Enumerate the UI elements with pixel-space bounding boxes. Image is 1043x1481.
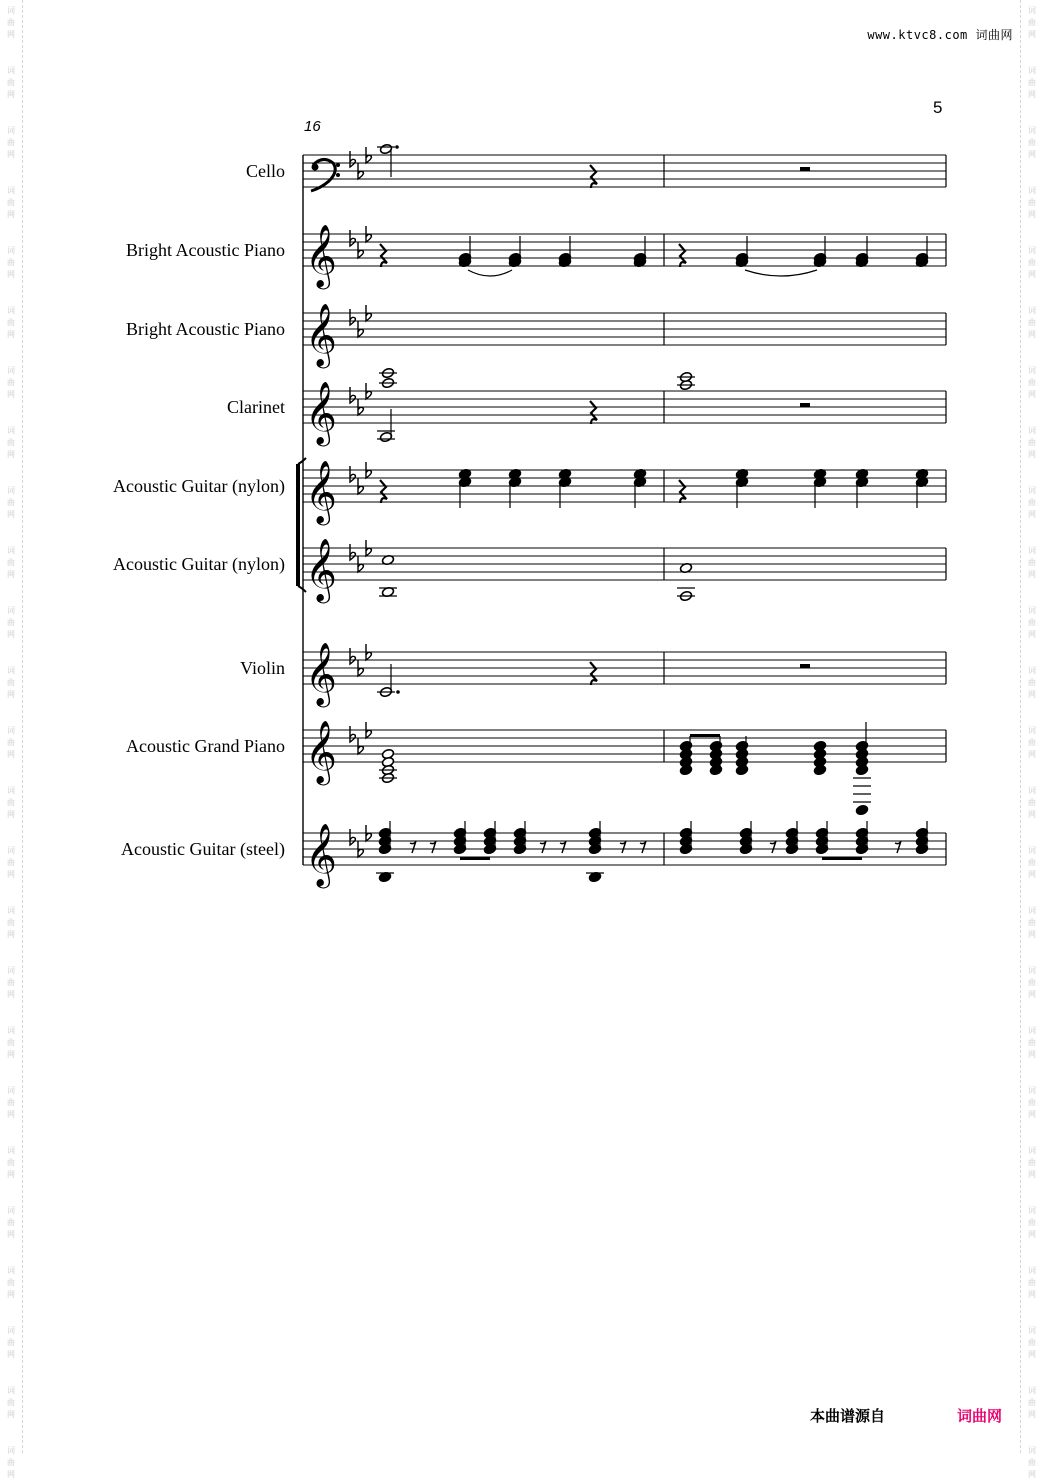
instrument-label-nylon-guitar-1: Acoustic Guitar (nylon): [113, 476, 285, 496]
watermark-glyphs: 词 曲 网: [7, 1026, 15, 1059]
quarter-rest: [679, 244, 686, 267]
watermark-glyphs: 词 曲 网: [1028, 906, 1036, 939]
instrument-label-bright-piano-1: Bright Acoustic Piano: [126, 240, 285, 260]
watermark-glyphs: 词 曲 网: [7, 1386, 15, 1419]
treble-clef: 𝄞: [305, 460, 337, 523]
dot: [396, 690, 400, 694]
treble-clef: 𝄞: [305, 224, 337, 287]
watermark-glyphs: 词 曲 网: [7, 606, 15, 639]
watermark-glyphs: 词 曲 网: [1028, 186, 1036, 219]
whole-rest: [800, 167, 810, 171]
treble-clef: 𝄞: [305, 720, 337, 783]
instrument-label-steel-guitar: Acoustic Guitar (steel): [121, 839, 285, 859]
instrument-label-nylon-guitar-2: Acoustic Guitar (nylon): [113, 554, 285, 574]
treble-clef: 𝄞: [305, 823, 337, 886]
watermark-glyphs: 词 曲 网: [1028, 666, 1036, 699]
watermark-glyphs: 词 曲 网: [7, 846, 15, 879]
watermark-glyphs: 词 曲 网: [7, 1326, 15, 1359]
watermark-glyphs: 词 曲 网: [7, 546, 15, 579]
page-number: 5: [933, 98, 943, 117]
sixteenth-rest: [410, 841, 416, 853]
beam: [690, 734, 720, 737]
watermark-glyphs: 词 曲 网: [1028, 66, 1036, 99]
watermark-glyphs: 词 曲 网: [7, 486, 15, 519]
watermark-glyphs: 词 曲 网: [1028, 1446, 1036, 1479]
watermark-glyphs: 词 曲 网: [7, 1146, 15, 1179]
bass-clef-dot: [336, 163, 340, 167]
note-head: [709, 764, 722, 775]
watermark-glyphs: 词 曲 网: [7, 6, 15, 39]
watermark-glyphs: 词 曲 网: [1028, 1206, 1036, 1239]
watermark-glyphs: 词 曲 网: [7, 906, 15, 939]
flat-sign: [350, 829, 355, 845]
watermark-glyphs: 词 曲 网: [7, 1086, 15, 1119]
note-head: [855, 804, 868, 815]
note-head: [735, 764, 748, 775]
treble-clef: 𝄞: [305, 303, 337, 366]
watermark-glyphs: 词 曲 网: [1028, 606, 1036, 639]
watermark-glyphs: 词 曲 网: [1028, 306, 1036, 339]
bass-clef-dot: [336, 173, 340, 177]
watermark-glyphs: 词 曲 网: [7, 126, 15, 159]
watermark-glyphs: 词 曲 网: [7, 306, 15, 339]
flat-sign: [350, 230, 355, 246]
footer-brand: 词曲网: [957, 1407, 1003, 1425]
watermark-glyphs: 词 曲 网: [1028, 1086, 1036, 1119]
flat-sign: [350, 387, 355, 403]
quarter-rest: [679, 480, 686, 503]
whole-rest: [800, 664, 810, 668]
watermark-glyphs: 词 曲 网: [1028, 966, 1036, 999]
watermark-glyphs: 词 曲 网: [1028, 846, 1036, 879]
instrument-label-grand-piano: Acoustic Grand Piano: [126, 736, 285, 756]
tie: [468, 270, 512, 276]
watermark-glyphs: 词 曲 网: [1028, 1386, 1036, 1419]
sixteenth-rest: [770, 841, 776, 853]
beam: [460, 857, 490, 860]
flat-sign: [350, 151, 355, 167]
watermark-glyphs: 词 曲 网: [1028, 246, 1036, 279]
watermark-glyphs: 词 曲 网: [1028, 1146, 1036, 1179]
watermark-glyphs: 词 曲 网: [1028, 1266, 1036, 1299]
quarter-rest: [380, 244, 387, 267]
watermark-glyphs: 词 曲 网: [7, 246, 15, 279]
flat-sign: [350, 726, 355, 742]
treble-clef: 𝄞: [305, 538, 337, 601]
flat-sign: [350, 544, 355, 560]
watermark-glyphs: 词 曲 网: [7, 366, 15, 399]
header-site-url: www.ktvc8.com 词曲网: [867, 28, 1013, 42]
note-head: [679, 764, 692, 775]
watermark-glyphs: 词 曲 网: [7, 1266, 15, 1299]
watermark-glyphs: 词 曲 网: [1028, 1026, 1036, 1059]
instrument-label-bright-piano-2: Bright Acoustic Piano: [126, 319, 285, 339]
watermark-glyphs: 词 曲 网: [7, 666, 15, 699]
tie: [745, 270, 817, 276]
watermark-glyphs: 词 曲 网: [1028, 426, 1036, 459]
watermark-glyphs: 词 曲 网: [1028, 126, 1036, 159]
instrument-label-violin: Violin: [240, 658, 285, 678]
watermark-glyphs: 词 曲 网: [1028, 546, 1036, 579]
instrument-label-cello: Cello: [246, 161, 285, 181]
watermark-glyphs: 词 曲 网: [7, 786, 15, 819]
sixteenth-rest: [560, 841, 566, 853]
treble-clef: 𝄞: [305, 642, 337, 705]
sixteenth-rest: [620, 841, 626, 853]
watermark-glyphs: 词 曲 网: [7, 66, 15, 99]
dot: [395, 145, 399, 149]
sixteenth-rest: [430, 841, 436, 853]
sixteenth-rest: [640, 841, 646, 853]
watermark-glyphs: 词 曲 网: [7, 1206, 15, 1239]
beam: [822, 857, 862, 860]
watermark-glyphs: 词 曲 网: [7, 426, 15, 459]
treble-clef: 𝄞: [305, 381, 337, 444]
watermark-glyphs: 词 曲 网: [1028, 486, 1036, 519]
quarter-rest: [590, 165, 597, 188]
quarter-rest: [590, 662, 597, 685]
watermark-glyphs: 词 曲 网: [1028, 1326, 1036, 1359]
instrument-label-clarinet: Clarinet: [227, 397, 285, 417]
quarter-rest: [380, 480, 387, 503]
flat-sign: [350, 309, 355, 325]
watermark-glyphs: 词 曲 网: [7, 726, 15, 759]
watermark-glyphs: 词 曲 网: [7, 186, 15, 219]
watermark-glyphs: 词 曲 网: [1028, 726, 1036, 759]
quarter-rest: [590, 401, 597, 424]
flat-sign: [350, 466, 355, 482]
watermark-glyphs: 词 曲 网: [1028, 6, 1036, 39]
sixteenth-rest: [540, 841, 546, 853]
sixteenth-rest: [895, 841, 901, 853]
bass-clef-dot: [312, 164, 319, 171]
measure-number: 16: [304, 118, 321, 135]
watermark-glyphs: 词 曲 网: [1028, 366, 1036, 399]
note-head: [813, 764, 826, 775]
watermark-glyphs: 词 曲 网: [1028, 786, 1036, 819]
watermark-glyphs: 词 曲 网: [7, 966, 15, 999]
flat-sign: [350, 648, 355, 664]
footer-source-label: 本曲谱源自: [810, 1407, 886, 1425]
watermark-glyphs: 词 曲 网: [7, 1446, 15, 1479]
note-head: [855, 764, 868, 775]
whole-rest: [800, 403, 810, 407]
